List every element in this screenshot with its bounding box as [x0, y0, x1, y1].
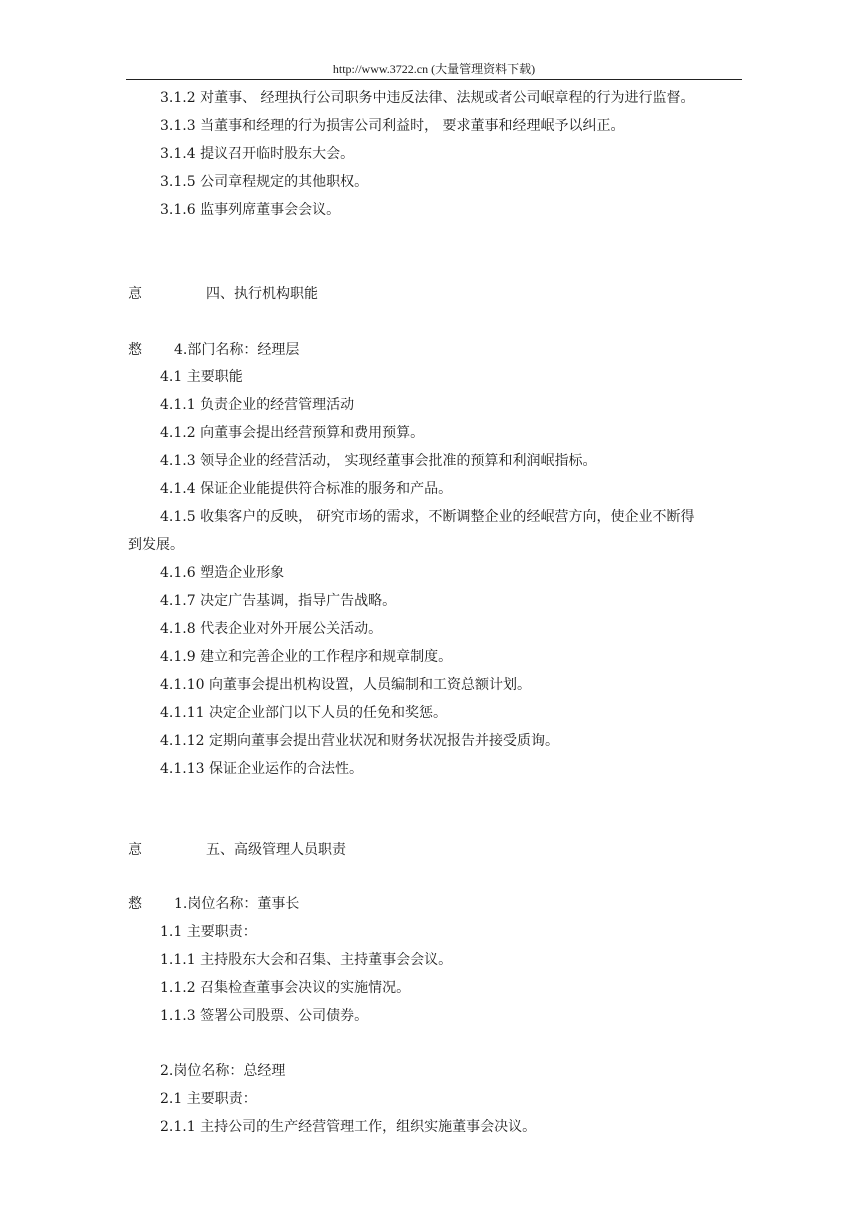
subsection-title: 4.1 主要职能	[160, 369, 243, 385]
list-item: 4.1.6 塑造企业形象	[160, 565, 285, 581]
list-item: 3.1.4 提议召开临时股东大会。	[160, 146, 355, 162]
list-item: 4.1.11 决定企业部门以下人员的任免和奖惩。	[160, 705, 447, 721]
list-item: 4.1.2 向董事会提出经营预算和费用预算。	[160, 425, 425, 441]
section-marker: 悥	[128, 842, 142, 858]
section-heading: 四、执行机构职能	[206, 286, 318, 302]
list-item: 1.1.2 召集检查董事会决议的实施情况。	[160, 980, 411, 996]
subsection-marker: 慦	[128, 896, 142, 912]
header-rule	[126, 79, 742, 80]
list-item: 1.1.1 主持股东大会和召集、主持董事会会议。	[160, 952, 453, 968]
section-marker: 悥	[128, 286, 142, 302]
department-title: 4.部门名称：经理层	[174, 342, 300, 358]
list-item: 4.1.8 代表企业对外开展公关活动。	[160, 621, 383, 637]
list-item: 4.1.1 负责企业的经营管理活动	[160, 397, 355, 413]
subsection-title: 1.1 主要职责：	[160, 924, 257, 940]
list-item: 4.1.13 保证企业运作的合法性。	[160, 761, 363, 777]
list-item: 4.1.7 决定广告基调，指导广告战略。	[160, 593, 397, 609]
list-item: 3.1.6 监事列席董事会会议。	[160, 202, 341, 218]
list-item: 4.1.4 保证企业能提供符合标准的服务和产品。	[160, 481, 453, 497]
list-item: 2.1.1 主持公司的生产经营管理工作，组织实施董事会决议。	[160, 1119, 537, 1135]
list-item: 3.1.3 当董事和经理的行为损害公司利益时， 要求董事和经理岷予以纠正。	[160, 118, 625, 134]
list-item: 3.1.5 公司章程规定的其他职权。	[160, 174, 369, 190]
list-item: 4.1.10 向董事会提出机构设置，人员编制和工资总额计划。	[160, 677, 531, 693]
page-header[interactable]: http://www.3722.cn (大量管理资料下载)	[332, 62, 536, 76]
list-item: 4.1.12 定期向董事会提出营业状况和财务状况报告并接受质询。	[160, 733, 559, 749]
list-item: 3.1.2 对董事、 经理执行公司职务中违反法律、法规或者公司岷章程的行为进行监督。	[160, 90, 695, 106]
subsection-marker: 慦	[128, 342, 142, 358]
list-item: 4.1.5 收集客户的反映， 研究市场的需求，不断调整企业的经岷营方向，使企业不断得	[160, 509, 695, 525]
section-heading: 五、高级管理人员职责	[206, 842, 346, 858]
post-title: 1.岗位名称：董事长	[174, 896, 300, 912]
list-item: 4.1.9 建立和完善企业的工作程序和规章制度。	[160, 649, 453, 665]
list-item: 1.1.3 签署公司股票、公司债券。	[160, 1008, 369, 1024]
subsection-title: 2.1 主要职责：	[160, 1091, 257, 1107]
list-item: 4.1.3 领导企业的经营活动， 实现经董事会批准的预算和利润岷指标。	[160, 453, 597, 469]
list-item-continuation: 到发展。	[128, 537, 184, 553]
post-title: 2.岗位名称：总经理	[160, 1063, 286, 1079]
